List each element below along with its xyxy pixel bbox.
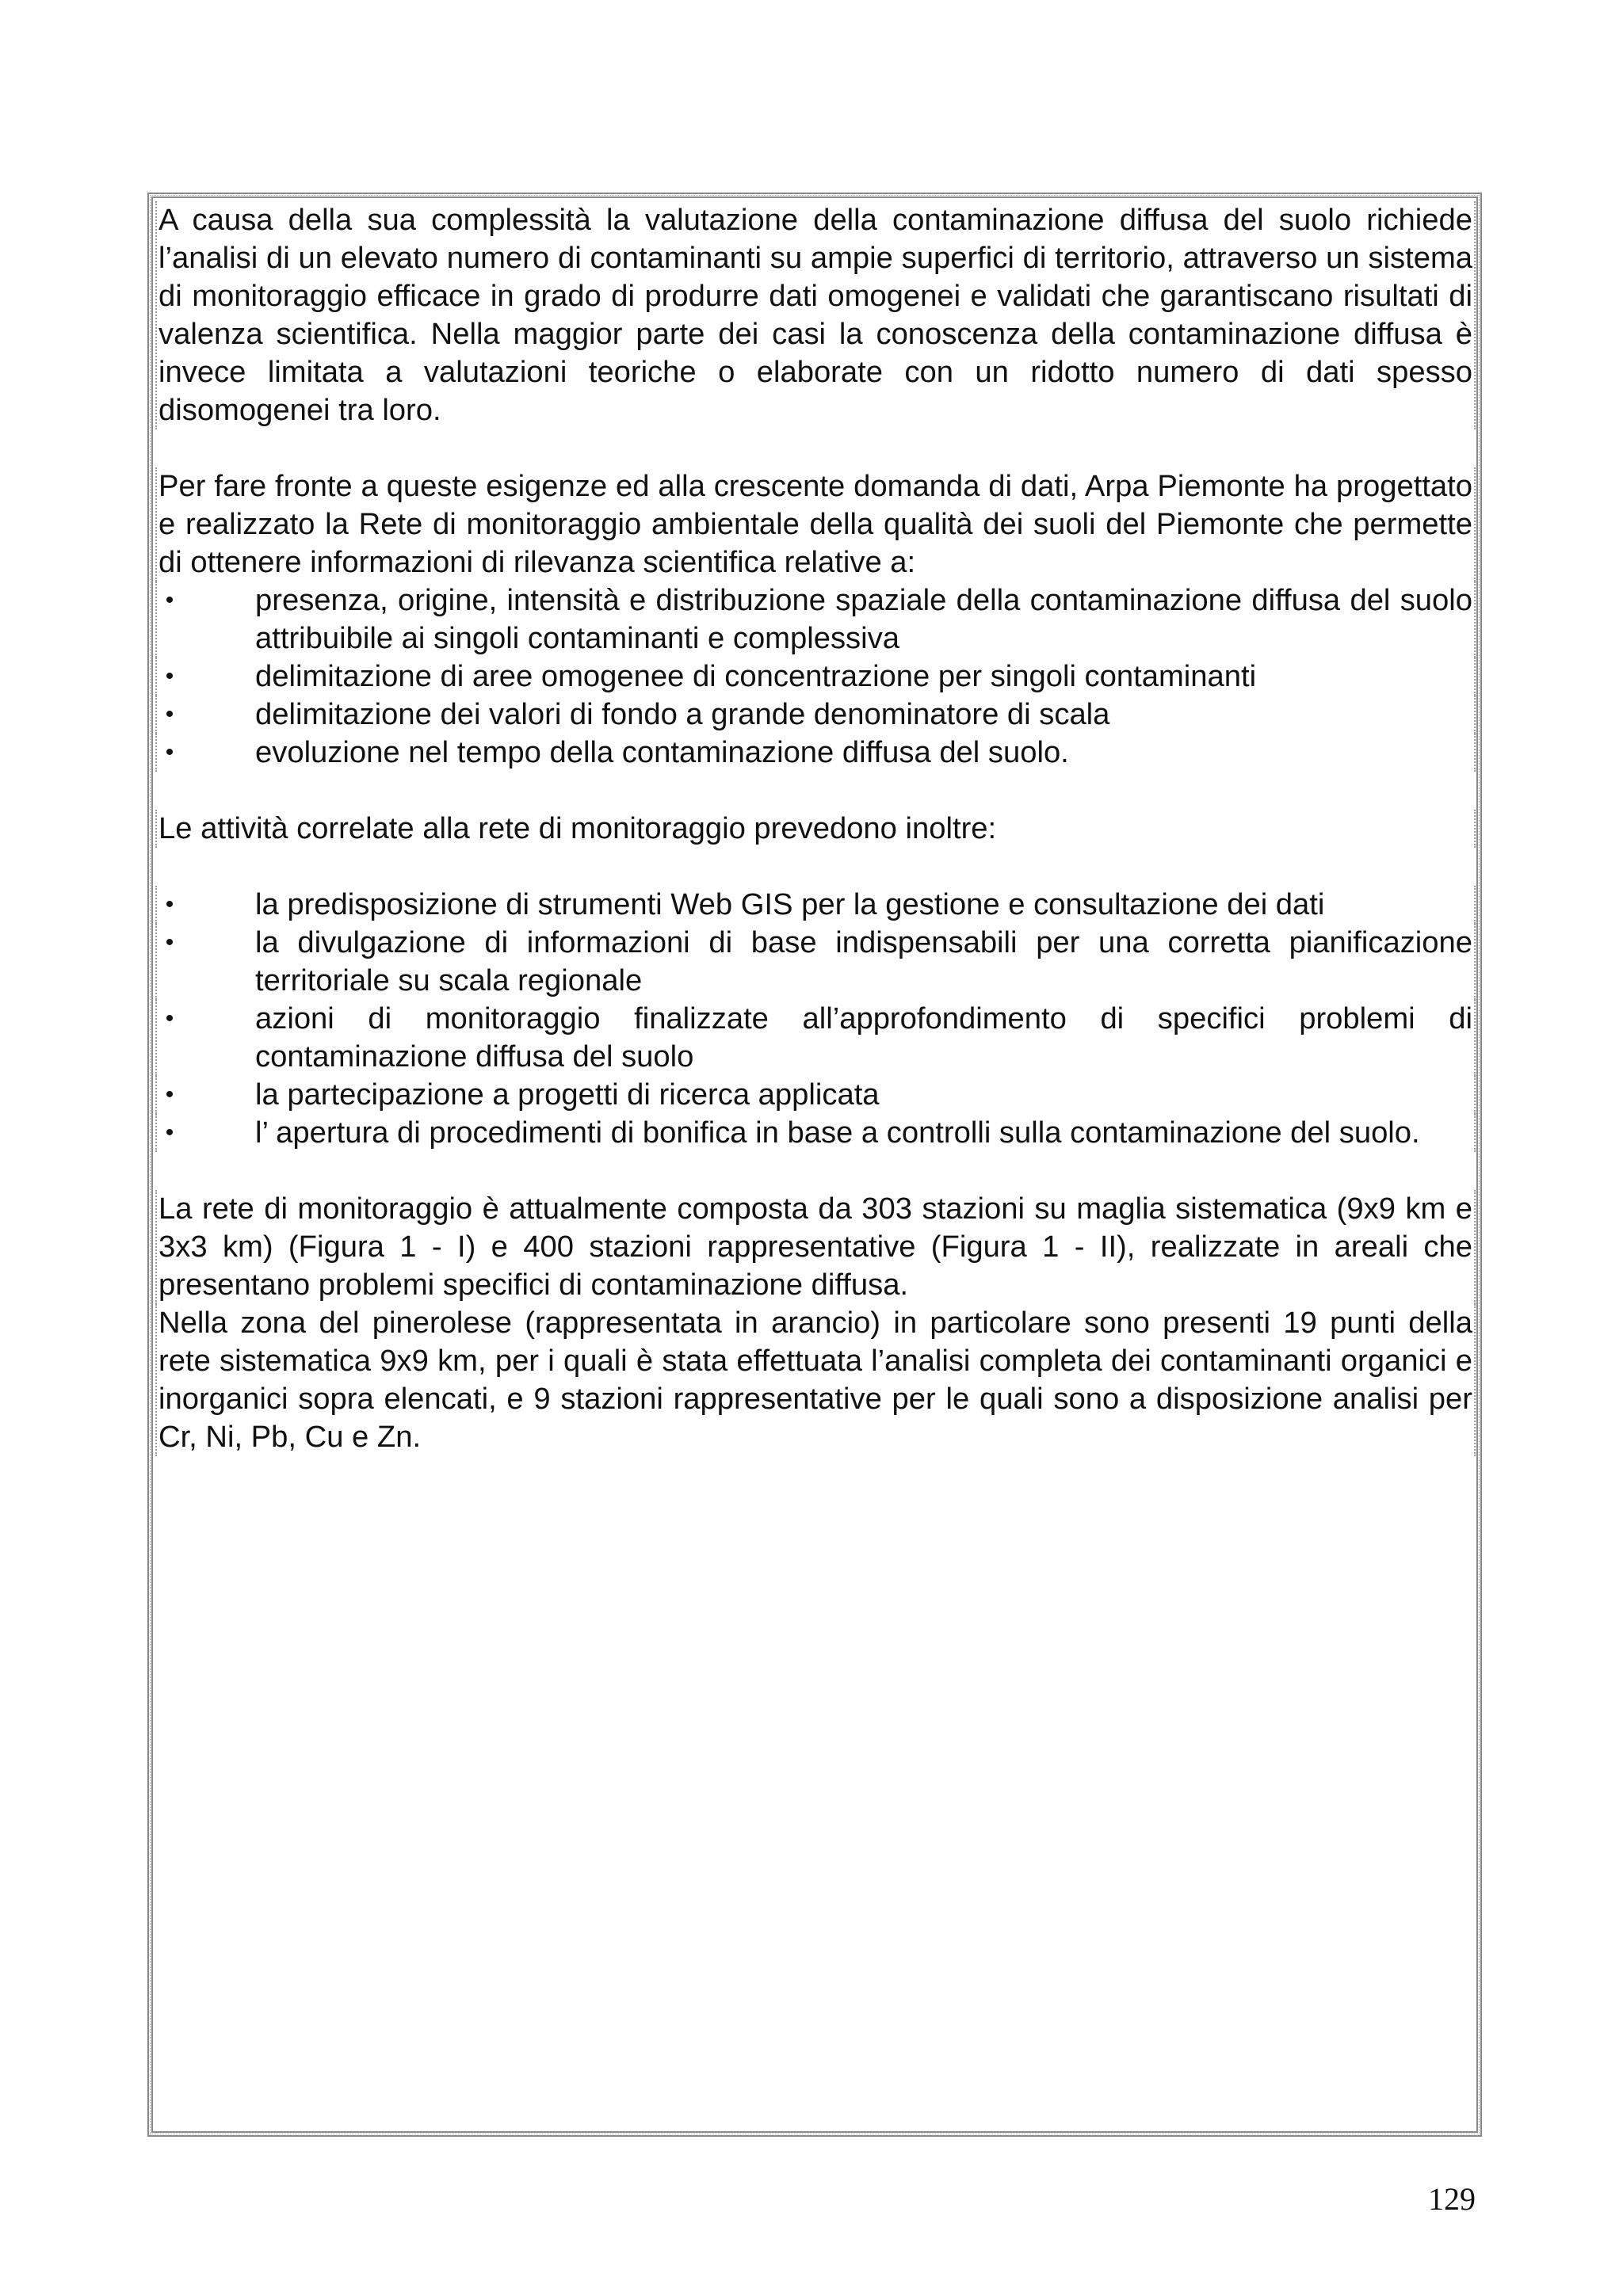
list-item-text: l’ apertura di procedimenti di bonifica in base a controlli sulla contaminazione del suolo.	[255, 1116, 1420, 1150]
paragraph-activities: Le attività correlate alla rete di monitoraggio prevedono inoltre:	[155, 810, 1476, 848]
bullet-icon: •	[165, 587, 174, 613]
list-item	[155, 1076, 1476, 1114]
list-item-text: la partecipazione a progetti di ricerca applicata	[255, 1077, 880, 1112]
bullet-icon: •	[165, 701, 174, 727]
paragraph-pinerolese: Nella zona del pinerolese (rappresentata in arancio) in particolare sono presenti 19 punti della rete sistematica 9x9 km, per i quali è stata effettuata l’analisi completa dei contaminanti organici e inorganici sopra elencati, e 9 stazioni rappresentative per le quali sono a disposizione analisi per Cr, Ni, Pb, Cu e Zn.	[155, 1304, 1476, 1456]
document-body	[155, 201, 1476, 1456]
list-item	[155, 886, 1476, 924]
paragraph-network-composition: La rete di monitoraggio è attualmente composta da 303 stazioni su maglia sistematica (9x9 km e 3x3 km) (Figura 1 - I) e 400 stazioni rappresentative (Figura 1 - II), realizzate in areali che presentano problemi specifici di contaminazione diffusa.	[155, 1190, 1476, 1304]
page-number: 129	[1428, 2181, 1476, 2217]
list-item	[155, 1000, 1476, 1076]
paragraph-spacer	[155, 772, 1476, 810]
paragraph-intro: A causa della sua complessità la valutazione della contaminazione diffusa del suolo richiede l’analisi di un elevato numero di contaminanti su ampie superfici di territorio, attraverso un sistema di monitoraggio efficace in grado di produrre dati omogenei e validati che garantiscano risultati di valenza scientifica. Nella maggior parte dei casi la conoscenza della contaminazione diffusa è invece limitata a valutazioni teoriche o elaborate con un ridotto numero di dati spesso disomogenei tra loro.	[155, 201, 1476, 429]
list-item-text: la divulgazione di informazioni di base indispensabili per una corretta pianificazione territoriale su scala regionale	[255, 925, 1472, 997]
list-item	[155, 924, 1476, 1000]
list-item-text: delimitazione di aree omogenee di concentrazione per singoli contaminanti	[255, 659, 1257, 693]
list-item	[155, 658, 1476, 696]
bullet-icon: •	[165, 1119, 174, 1146]
list-item	[155, 696, 1476, 734]
bullet-icon: •	[165, 739, 174, 765]
bullet-icon: •	[165, 1081, 174, 1108]
list-item	[155, 734, 1476, 772]
activities-list	[155, 886, 1476, 1152]
list-item-text: evoluzione nel tempo della contaminazione diffusa del suolo.	[255, 735, 1069, 769]
bullet-icon: •	[165, 663, 174, 689]
paragraph-spacer	[155, 429, 1476, 467]
bullet-icon: •	[165, 1005, 174, 1032]
list-item-text: presenza, origine, intensità e distribuzione spaziale della contaminazione diffusa del suolo attribuibile ai singoli contaminanti e complessiva	[255, 583, 1472, 655]
list-item-text: delimitazione dei valori di fondo a grande denominatore di scala	[255, 697, 1110, 731]
paragraph-network-purpose: Per fare fronte a queste esigenze ed alla crescente domanda di dati, Arpa Piemonte ha progettato e realizzato la Rete di monitoraggio ambientale della qualità dei suoli del Piemonte che permette di ottenere informazioni di rilevanza scientifica relative a:	[155, 467, 1476, 582]
list-item-text: la predisposizione di strumenti Web GIS per la gestione e consultazione dei dati	[255, 887, 1325, 921]
information-list	[155, 582, 1476, 772]
list-item	[155, 1114, 1476, 1152]
bullet-icon: •	[165, 891, 174, 917]
paragraph-spacer	[155, 848, 1476, 886]
list-item	[155, 582, 1476, 658]
bullet-icon: •	[165, 929, 174, 955]
paragraph-spacer	[155, 1152, 1476, 1190]
list-item-text: azioni di monitoraggio finalizzate all’approfondimento di specifici problemi di contaminazione diffusa del suolo	[255, 1001, 1472, 1074]
